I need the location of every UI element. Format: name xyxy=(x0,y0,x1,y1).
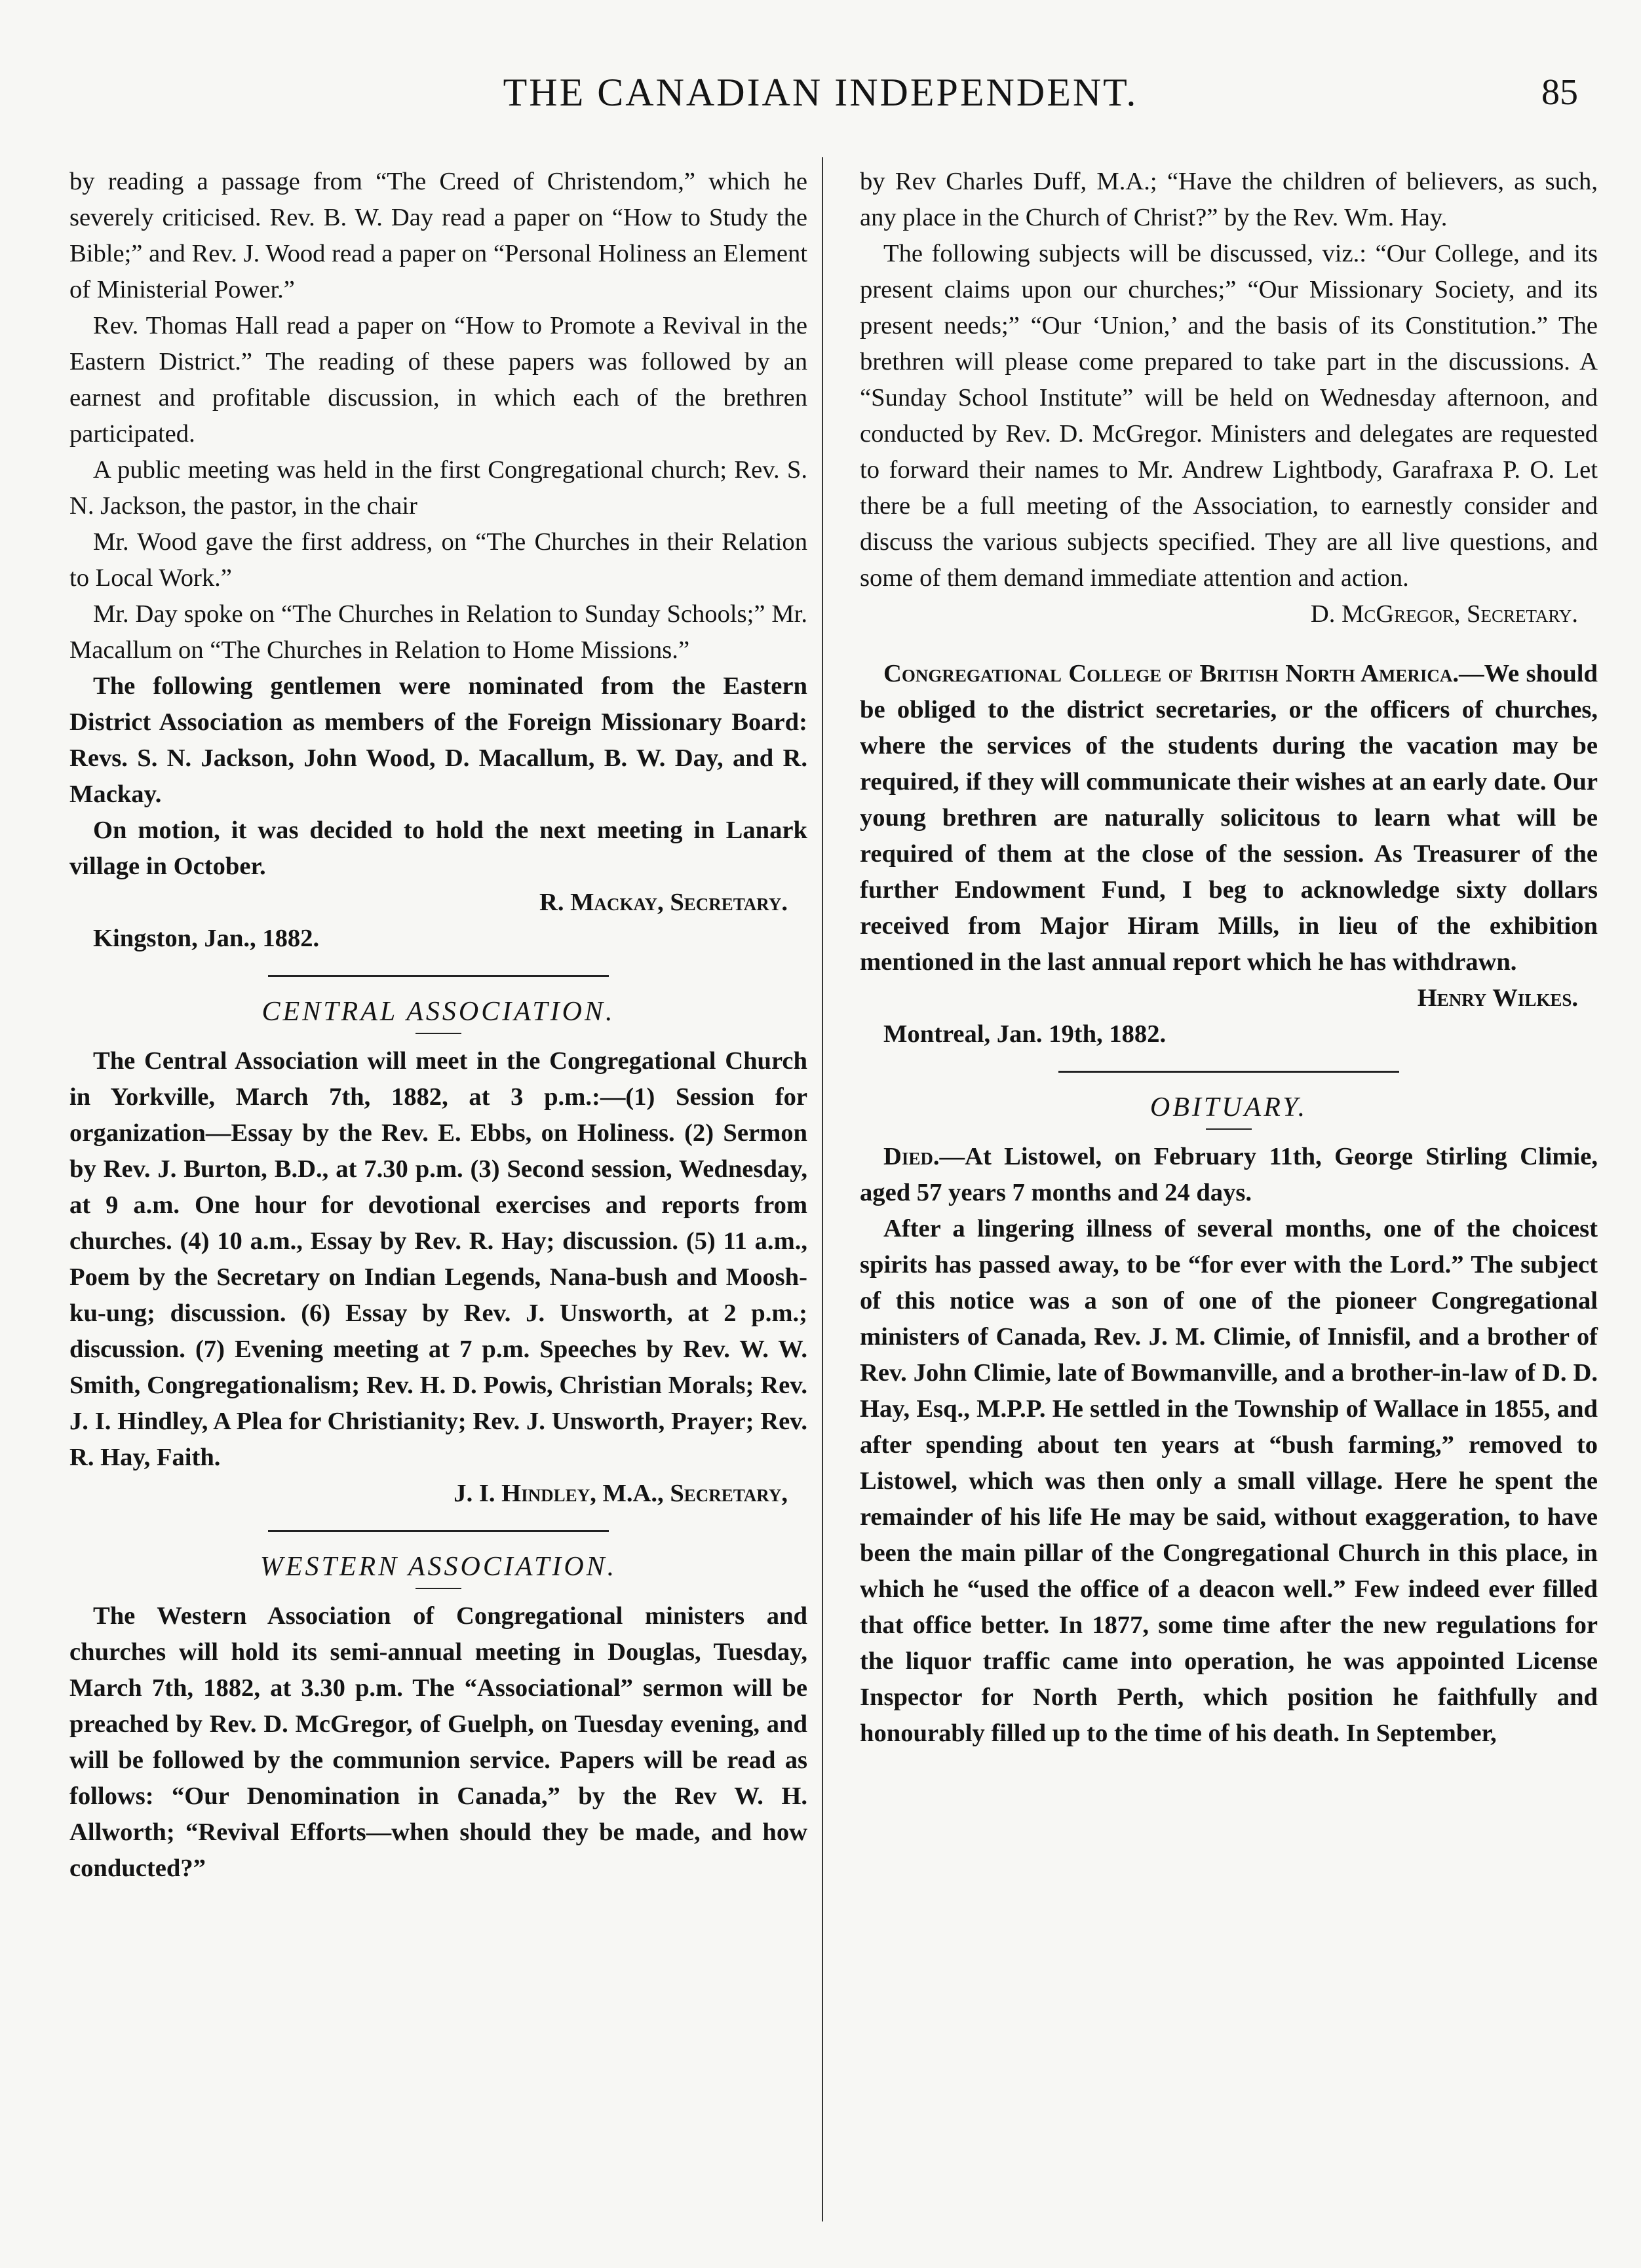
signature xyxy=(860,980,1598,1016)
dateline: Kingston, Jan., 1882. xyxy=(93,925,320,952)
paragraph: The Western Association of Congregational ministers and churches will hold its semi-annual meeting in Douglas, Tuesday, March 7th, 1882, at 3.30 p.m. The “Associational” sermon will be preached by Rev. D. McGregor, of Guelph, on Tuesday evening, and will be followed by the communion service. Papers will be read as follows: “Our Denomination in Canada,” by the Rev W. H. Allworth; “Revival Efforts—when should they be made, and how conducted?” xyxy=(69,1602,807,1882)
heading-rule xyxy=(415,1588,461,1589)
publication-title: THE CANADIAN INDEPENDENT. xyxy=(503,71,1138,114)
dateline: Montreal, Jan. 19th, 1882. xyxy=(883,1020,1167,1048)
paragraph: A public meeting was held in the first Congregational church; Rev. S. N. Jackson, the pastor, in the chair xyxy=(69,456,807,520)
paragraph: by Rev Charles Duff, M.A.; “Have the children of believers, as such, any place in the Church of Christ?” by the Rev. Wm. Hay. xyxy=(860,168,1598,231)
signature-text: D. McGregor, Secretary. xyxy=(1310,600,1578,628)
paragraph: Rev. Thomas Hall read a paper on “How to Promote a Revival in the Eastern District.” The reading of these papers was followed by an earnest and profitable discussion, in which each of the brethren participated. xyxy=(69,312,807,448)
paragraph: After a lingering illness of several months, one of the choicest spirits has passed away, to be “for ever with the Lord.” The subject of this notice was a son of one of the pioneer Congregational ministers of Canada, Rev. J. M. Climie, of Innisfil, and a brother of Rev. John Climie, late of Bowmanville, and a brother-in-law of D. D. Hay, Esq., M.P.P. He settled in the Township of Wallace in 1855, and after spending about ten years at “bush farming,” removed to Listowel, which was then only a small village. Here he spent the remainder of his life He may be said, without exaggeration, to have been the main pillar of the Congregational Church in this place, in which he “used the office of a deacon well.” Few indeed ever filled that office better. In 1877, some time after the new regulations for the liquor traffic came into operation, he was appointed License Inspector for North Perth, which position he faithfully and honourably filled up to the time of his death. In September, xyxy=(860,1215,1598,1747)
run-in-heading: Congregational College of British North America. xyxy=(883,660,1459,687)
signature xyxy=(69,1476,807,1512)
paragraph: The following gentlemen were nominated from the Eastern District Association as members of the Foreign Missionary Board: Revs. S. N. Jackson, John Wood, D. Macallum, B. W. Day, and R. Mackay. xyxy=(69,672,807,808)
page-header xyxy=(0,63,1641,122)
signature-text: Henry Wilkes. xyxy=(1417,984,1578,1012)
spacer xyxy=(860,632,1598,656)
paragraph: On motion, it was decided to hold the next meeting in Lanark village in October. xyxy=(69,817,807,880)
run-in-heading: Died. xyxy=(883,1143,940,1170)
signature xyxy=(69,885,807,921)
right-column xyxy=(860,164,1598,1752)
signature xyxy=(860,596,1598,632)
paragraph: The following subjects will be discussed, viz.: “Our College, and its present claims upon our churches;” “Our Missionary Society, and its present needs;” “Our ‘Union,’ and the basis of its Constitution.” The brethren will please come prepared to take part in the discussions. A “Sunday School Institute” will be held on Wednesday afternoon, and conducted by Rev. D. McGregor. Ministers and delegates are requested to forward their names to Mr. Andrew Lightbody, Garafraxa P. O. Let there be a full meeting of the Association, to earnestly consider and discuss the various subjects specified. They are all live questions, and some of them demand immediate attention and action. xyxy=(860,240,1598,592)
section-rule xyxy=(268,1530,609,1532)
section-heading: WESTERN ASSOCIATION. xyxy=(260,1552,617,1582)
heading-rule xyxy=(1206,1128,1252,1130)
paragraph: by reading a passage from “The Creed of Christendom,” which he severely criticised. Rev. B. W. Day read a paper on “How to Study the Bible;” and Rev. J. Wood read a paper on “Personal Holiness an Element of Ministerial Power.” xyxy=(69,168,807,303)
section-heading: OBITUARY. xyxy=(1149,1092,1308,1123)
paragraph xyxy=(860,656,1598,980)
paragraph-text: —At Listowel, on February 11th, George Stirling Climie, aged 57 years 7 months and 24 days. xyxy=(860,1143,1598,1206)
heading-rule xyxy=(415,1033,461,1034)
signature-text: J. I. Hindley, M.A., Secretary, xyxy=(454,1480,788,1507)
paragraph: Mr. Day spoke on “The Churches in Relation to Sunday Schools;” Mr. Macallum on “The Churches in Relation to Home Missions.” xyxy=(69,600,807,664)
column-divider xyxy=(822,157,823,2221)
paragraph xyxy=(860,1139,1598,1211)
signature-text: R. Mackay, Secretary. xyxy=(539,889,788,916)
section-heading: CENTRAL ASSOCIATION. xyxy=(261,997,615,1027)
section-rule xyxy=(268,975,609,977)
paragraph: The Central Association will meet in the Congregational Church in Yorkville, March 7th, 1882, at 3 p.m.:—(1) Session for organization—Essay by the Rev. E. Ebbs, on Holiness. (2) Sermon by Rev. J. Burton, B.D., at 7.30 p.m. (3) Second session, Wednesday, at 9 a.m. One hour for devotional exercises and reports from churches. (4) 10 a.m., Essay by Rev. R. Hay; discussion. (5) 11 a.m., Poem by the Secretary on Indian Legends, Nana-bush and Moosh-ku-ung; discussion. (6) Essay by Rev. J. Unsworth, at 2 p.m.; discussion. (7) Evening meeting at 7 p.m. Speeches by Rev. W. W. Smith, Congregationalism; Rev. H. D. Powis, Christian Morals; Rev. J. I. Hindley, A Plea for Christianity; Rev. J. Unsworth, Prayer; Rev. R. Hay, Faith. xyxy=(69,1047,807,1471)
left-column xyxy=(69,164,807,1887)
page-number: 85 xyxy=(1541,72,1578,113)
paragraph-text: —We should be obliged to the district secretaries, or the officers of churches, where the services of the students during the vacation may be required, if they will communicate their wishes at an early date. Our young brethren are naturally solicitous to learn what will be required of them at the close of the session. As Treasurer of the further Endowment Fund, I beg to acknowledge sixty dollars received from Major Hiram Mills, in lieu of the exhibition mentioned in the last annual report which he has withdrawn. xyxy=(860,660,1598,976)
section-rule xyxy=(1058,1071,1399,1073)
paragraph: Mr. Wood gave the first address, on “The Churches in their Relation to Local Work.” xyxy=(69,528,807,592)
